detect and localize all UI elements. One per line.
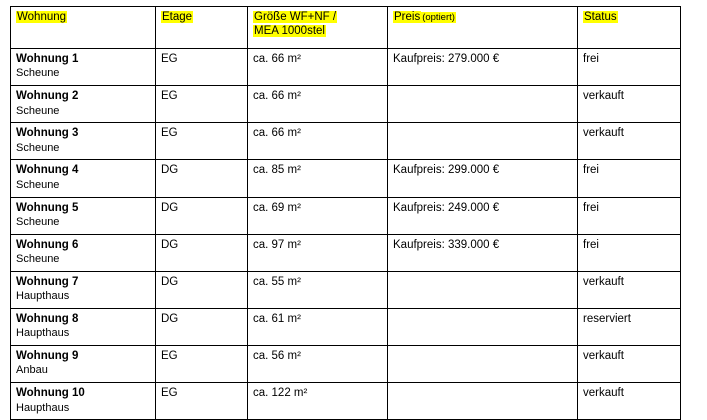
cell-unit [11, 346, 156, 383]
cell-unit [11, 308, 156, 345]
unit-building: Scheune [16, 67, 60, 80]
cell-floor: DG [156, 271, 248, 308]
unit-name: Wohnung 4 [16, 164, 79, 177]
cell-status: frei [578, 160, 681, 197]
column-header-size [248, 7, 388, 49]
cell-status: frei [578, 49, 681, 86]
cell-size: ca. 56 m² [248, 346, 388, 383]
cell-size: ca. 97 m² [248, 234, 388, 271]
unit-building: Haupthaus [16, 327, 70, 340]
cell-price: Kaufpreis: 249.000 € [388, 197, 578, 234]
unit-building: Scheune [16, 215, 60, 228]
cell-floor: EG [156, 123, 248, 160]
cell-unit [11, 383, 156, 420]
cell-price [388, 383, 578, 420]
column-header-status-label: Status [584, 11, 617, 23]
unit-name: Wohnung 3 [16, 127, 79, 140]
unit-name: Wohnung 1 [16, 53, 79, 65]
column-header-price [388, 7, 578, 49]
cell-status: verkauft [578, 271, 681, 308]
cell-floor: DG [156, 308, 248, 345]
cell-status: verkauft [578, 346, 681, 383]
cell-unit [11, 86, 156, 123]
cell-unit [11, 234, 156, 271]
column-header-price-label: Preis [394, 11, 421, 23]
unit-name: Wohnung 6 [16, 238, 79, 251]
cell-price [388, 271, 578, 308]
cell-unit [11, 160, 156, 197]
cell-size: ca. 66 m² [248, 49, 388, 86]
cell-unit [11, 271, 156, 308]
cell-status: verkauft [578, 383, 681, 420]
unit-name: Wohnung 10 [16, 387, 85, 400]
cell-unit [11, 123, 156, 160]
unit-building: Haupthaus [16, 290, 70, 303]
table-body [11, 49, 681, 420]
table-row [11, 49, 681, 86]
cell-floor: DG [156, 160, 248, 197]
cell-size: ca. 122 m² [248, 383, 388, 420]
unit-name: Wohnung 7 [16, 275, 79, 288]
cell-unit [11, 197, 156, 234]
table-row [11, 86, 681, 123]
table-row [11, 234, 681, 271]
unit-building: Scheune [16, 178, 60, 191]
cell-floor: EG [156, 86, 248, 123]
cell-unit [11, 49, 156, 86]
cell-floor: EG [156, 49, 248, 86]
unit-name: Wohnung 2 [16, 90, 79, 103]
column-header-floor [156, 7, 248, 49]
cell-size: ca. 61 m² [248, 308, 388, 345]
cell-price: Kaufpreis: 339.000 € [388, 234, 578, 271]
cell-floor: DG [156, 197, 248, 234]
unit-building: Anbau [16, 364, 48, 377]
unit-name: Wohnung 9 [16, 350, 79, 362]
cell-status: frei [578, 197, 681, 234]
cell-status: reserviert [578, 308, 681, 345]
unit-name: Wohnung 5 [16, 201, 79, 214]
unit-building: Scheune [16, 253, 60, 265]
column-header-floor-label: Etage [162, 11, 193, 23]
cell-price [388, 123, 578, 160]
column-header-size-label-line1: Größe WF+NF / [254, 11, 337, 23]
unit-building: Haupthaus [16, 401, 70, 414]
cell-size: ca. 55 m² [248, 271, 388, 308]
cell-price [388, 346, 578, 383]
table-header-row [11, 7, 681, 49]
cell-size: ca. 66 m² [248, 123, 388, 160]
cell-floor: EG [156, 383, 248, 420]
cell-size: ca. 69 m² [248, 197, 388, 234]
unit-building: Scheune [16, 104, 60, 117]
cell-price [388, 86, 578, 123]
cell-floor: EG [156, 346, 248, 383]
table-row [11, 271, 681, 308]
column-header-unit [11, 7, 156, 49]
unit-name: Wohnung 8 [16, 312, 79, 325]
column-header-unit-label: Wohnung [17, 11, 67, 23]
apartment-price-table [10, 6, 681, 420]
table-row [11, 197, 681, 234]
table-row [11, 383, 681, 420]
table-header [11, 7, 681, 49]
apartment-price-table-container [10, 6, 680, 420]
cell-size: ca. 85 m² [248, 160, 388, 197]
cell-status: verkauft [578, 123, 681, 160]
cell-status: verkauft [578, 86, 681, 123]
cell-price: Kaufpreis: 299.000 € [388, 160, 578, 197]
cell-price [388, 308, 578, 345]
table-row [11, 123, 681, 160]
cell-floor: DG [156, 234, 248, 271]
table-row [11, 160, 681, 197]
table-row [11, 308, 681, 345]
cell-status: frei [578, 234, 681, 271]
column-header-price-suffix: (optiert) [422, 12, 455, 23]
cell-size: ca. 66 m² [248, 86, 388, 123]
column-header-size-label-line2: MEA 1000stel [254, 25, 325, 38]
table-row [11, 346, 681, 383]
column-header-status [578, 7, 681, 49]
unit-building: Scheune [16, 141, 60, 154]
cell-price: Kaufpreis: 279.000 € [388, 49, 578, 86]
